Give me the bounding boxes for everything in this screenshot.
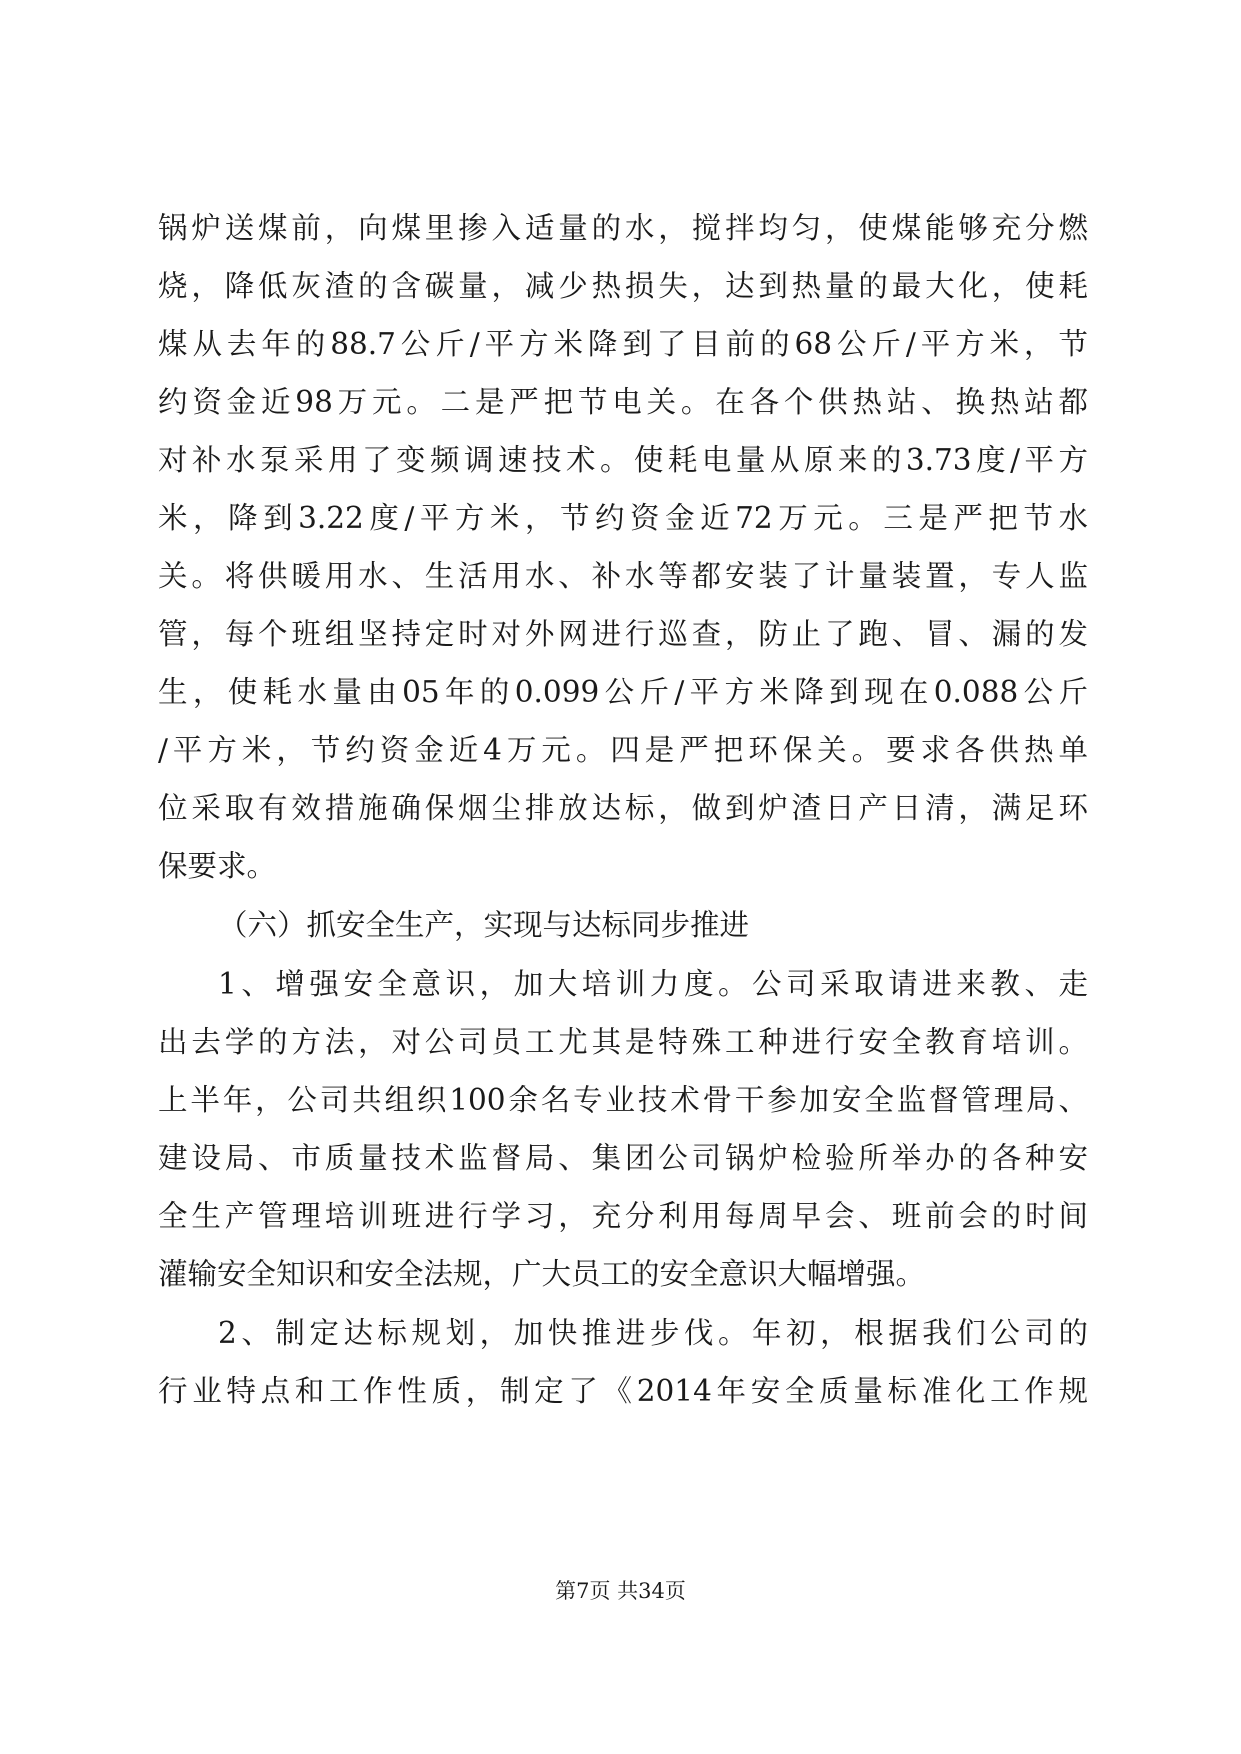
body-text-line: 生，使耗水量由05年的0.099公斤/平方米降到现在0.088公斤: [158, 675, 1088, 709]
body-text-line: 约资金近98万元。二是严把节电关。在各个供热站、换热站都: [158, 385, 1088, 419]
body-text-line: 管，每个班组坚持定时对外网进行巡查，防止了跑、冒、漏的发: [158, 617, 1088, 651]
body-text-line: 位采取有效措施确保烟尘排放达标，做到炉渣日产日清，满足环: [158, 791, 1088, 825]
body-text-line: 对补水泵采用了变频调速技术。使耗电量从原来的3.73度/平方: [158, 443, 1088, 477]
body-text-line: 行业特点和工作性质，制定了《2014年安全质量标准化工作规: [158, 1374, 1088, 1408]
body-text-line: 锅炉送煤前，向煤里掺入适量的水，搅拌均匀，使煤能够充分燃: [158, 211, 1088, 245]
body-text-line: /平方米，节约资金近4万元。四是严把环保关。要求各供热单: [158, 733, 1088, 767]
body-text-line: 出去学的方法，对公司员工尤其是特殊工种进行安全教育培训。: [158, 1025, 1088, 1059]
section-heading: （六）抓安全生产，实现与达标同步推进: [218, 908, 750, 942]
paragraph-first-line: 2、制定达标规划，加快推进步伐。年初，根据我们公司的: [218, 1316, 1088, 1350]
body-text-line: 烧，降低灰渣的含碳量，减少热损失，达到热量的最大化，使耗: [158, 269, 1088, 303]
body-text-line: 煤从去年的88.7公斤/平方米降到了目前的68公斤/平方米，节: [158, 327, 1088, 361]
body-text-line: 全生产管理培训班进行学习，充分利用每周早会、班前会的时间: [158, 1199, 1088, 1233]
body-text-line: 保要求。: [158, 849, 277, 883]
page-number-footer: 第7页 共34页: [555, 1579, 686, 1603]
body-text-line: 灌输安全知识和安全法规，广大员工的安全意识大幅增强。: [158, 1257, 926, 1291]
body-text-line: 米，降到3.22度/平方米，节约资金近72万元。三是严把节水: [158, 501, 1088, 535]
body-text-line: 建设局、市质量技术监督局、集团公司锅炉检验所举办的各种安: [158, 1141, 1088, 1175]
body-text-line: 关。将供暖用水、生活用水、补水等都安装了计量装置，专人监: [158, 559, 1088, 593]
body-text-line: 上半年，公司共组织100余名专业技术骨干参加安全监督管理局、: [158, 1083, 1088, 1117]
paragraph-first-line: 1、增强安全意识，加大培训力度。公司采取请进来教、走: [218, 967, 1088, 1001]
